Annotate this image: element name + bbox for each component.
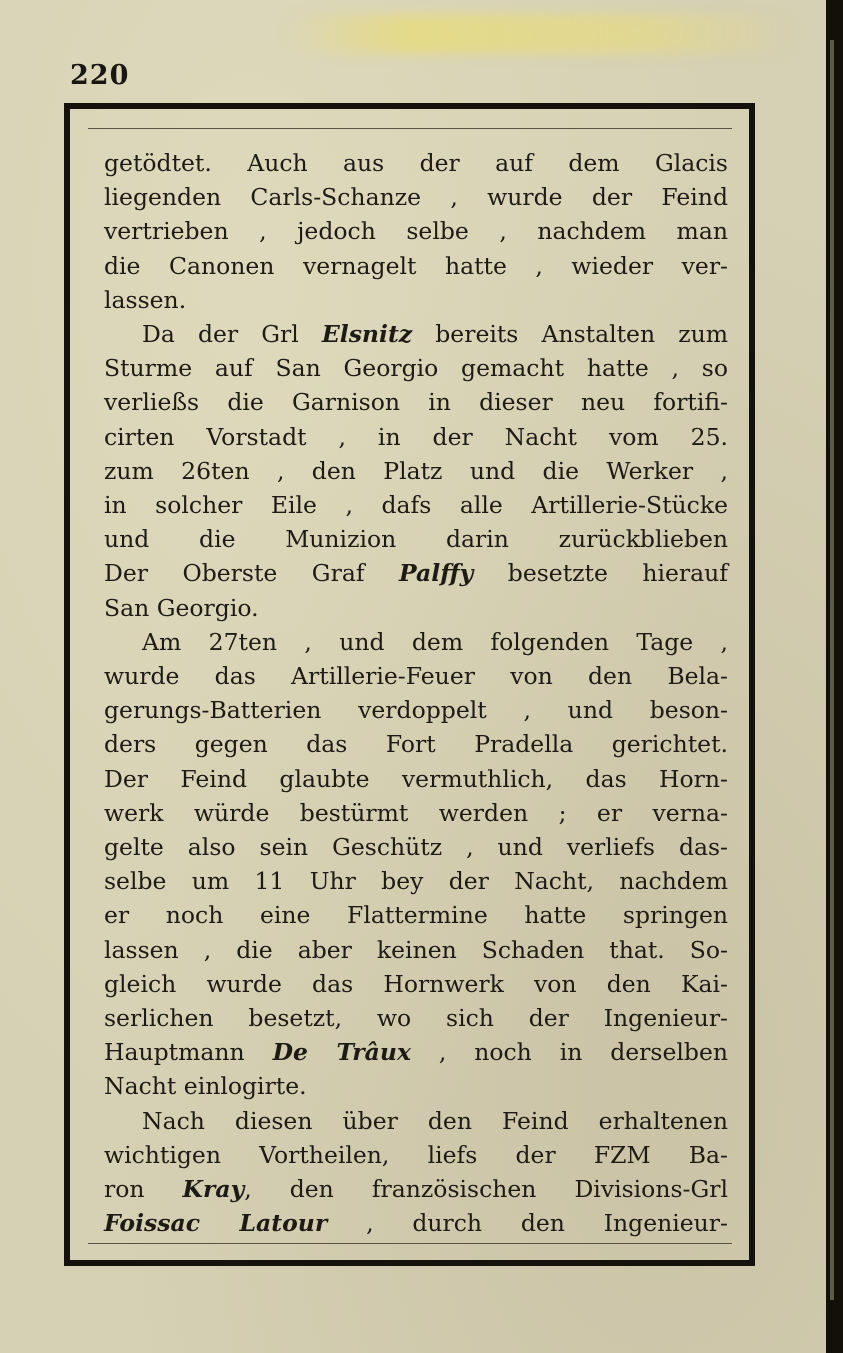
text-run: er noch eine Flattermine hatte springen [104,901,728,930]
text-run: vertrieben , jedoch selbe , nachdem man [104,217,728,246]
text-line [104,591,728,625]
italic-name: Elsnitz [321,320,413,349]
text-line [104,864,728,898]
text-line [104,351,728,385]
text-run: wichtigen Vortheilen, liefs der FZM Ba- [104,1140,728,1169]
body-text [104,146,728,1241]
text-run: Sturme auf San Georgio gemacht hatte , so [104,354,728,383]
text-line [104,180,728,214]
text-run: wurde das Artillerie-Feuer von den Bela- [104,662,728,691]
text-run: selbe um 11 Uhr bey der Nacht, nachdem [104,867,728,896]
text-line [104,1206,728,1240]
text-line [104,249,728,283]
italic-name: Kray [182,1175,245,1204]
text-run: Nach diesen über den Feind erhaltenen [142,1106,728,1135]
text-line [104,283,728,317]
text-line [104,420,728,454]
text-line [104,454,728,488]
text-line [104,1138,728,1172]
text-run: bereits Anstalten zum [412,320,728,349]
text-line [104,556,728,590]
text-line [104,522,728,556]
text-run: Da der Grl [142,320,322,349]
text-run: Am 27ten , und dem folgenden Tage , [142,627,728,656]
text-line [104,1069,728,1103]
text-line [104,933,728,967]
text-line [104,727,728,761]
text-line [104,488,728,522]
page-edge [826,0,843,1353]
next-page-edge [830,40,834,1300]
text-run: gerungs-Batterien verdoppelt , und beson- [104,696,728,725]
text-run: liegenden Carls-Schanze , wurde der Feind [104,183,728,212]
text-run: lassen , die aber keinen Schaden that. So- [104,935,728,964]
text-run: , den französischen Divisions-Grl [244,1175,728,1204]
text-line [104,693,728,727]
text-line [104,1172,728,1206]
text-run: cirten Vorstadt , in der Nacht vom 25. [104,422,728,451]
text-run: verließs die Garnison in dieser neu fortifi- [104,388,728,417]
text-run: , noch in derselben [411,1038,728,1067]
text-run: Der Oberste Graf [104,559,400,588]
text-line [104,830,728,864]
text-run: besetzte hierauf [473,559,729,588]
text-line [104,1001,728,1035]
text-line [104,762,728,796]
text-run: die Canonen vernagelt hatte , wieder ver- [104,251,728,280]
italic-name: De Trâux [272,1038,411,1067]
text-run: San Georgio. [104,593,259,622]
text-run: getödtet. Auch aus der auf dem Glacis [104,149,728,177]
text-line [104,967,728,1001]
text-line [104,317,728,351]
text-line [104,898,728,932]
text-line [104,1104,728,1138]
text-line [104,796,728,830]
text-run: gelte also sein Geschütz , und verliefs das- [104,833,728,862]
text-run: ders gegen das Fort Pradella gerichtet. [104,730,728,759]
text-run: Nacht einlogirte. [104,1072,307,1101]
text-line [104,625,728,659]
italic-name: Foissac Latour [104,1209,328,1238]
text-run: , durch den Ingenieur- [327,1209,728,1238]
text-run: serlichen besetzt, wo sich der Ingenieur- [104,1004,728,1033]
text-line [104,1035,728,1069]
text-line [104,385,728,419]
text-run: in solcher Eile , dafs alle Artillerie-Stücke [104,491,728,520]
italic-name: Palffy [399,559,474,588]
text-run: ron [104,1175,183,1204]
text-run: lassen. [104,285,187,314]
text-line [104,659,728,693]
text-run: zum 26ten , den Platz und die Werker , [104,456,728,485]
text-run: Der Feind glaubte vermuthlich, das Horn- [104,764,728,793]
page-stain [280,14,800,54]
text-line [104,146,728,180]
text-run: werk würde bestürmt werden ; er verna- [104,798,728,827]
text-run: Hauptmann [104,1038,273,1067]
page-number: 220 [70,60,130,91]
text-run: und die Munizion darin zurückblieben [104,525,728,554]
text-run: gleich wurde das Hornwerk von den Kai- [104,969,728,998]
text-line [104,214,728,248]
